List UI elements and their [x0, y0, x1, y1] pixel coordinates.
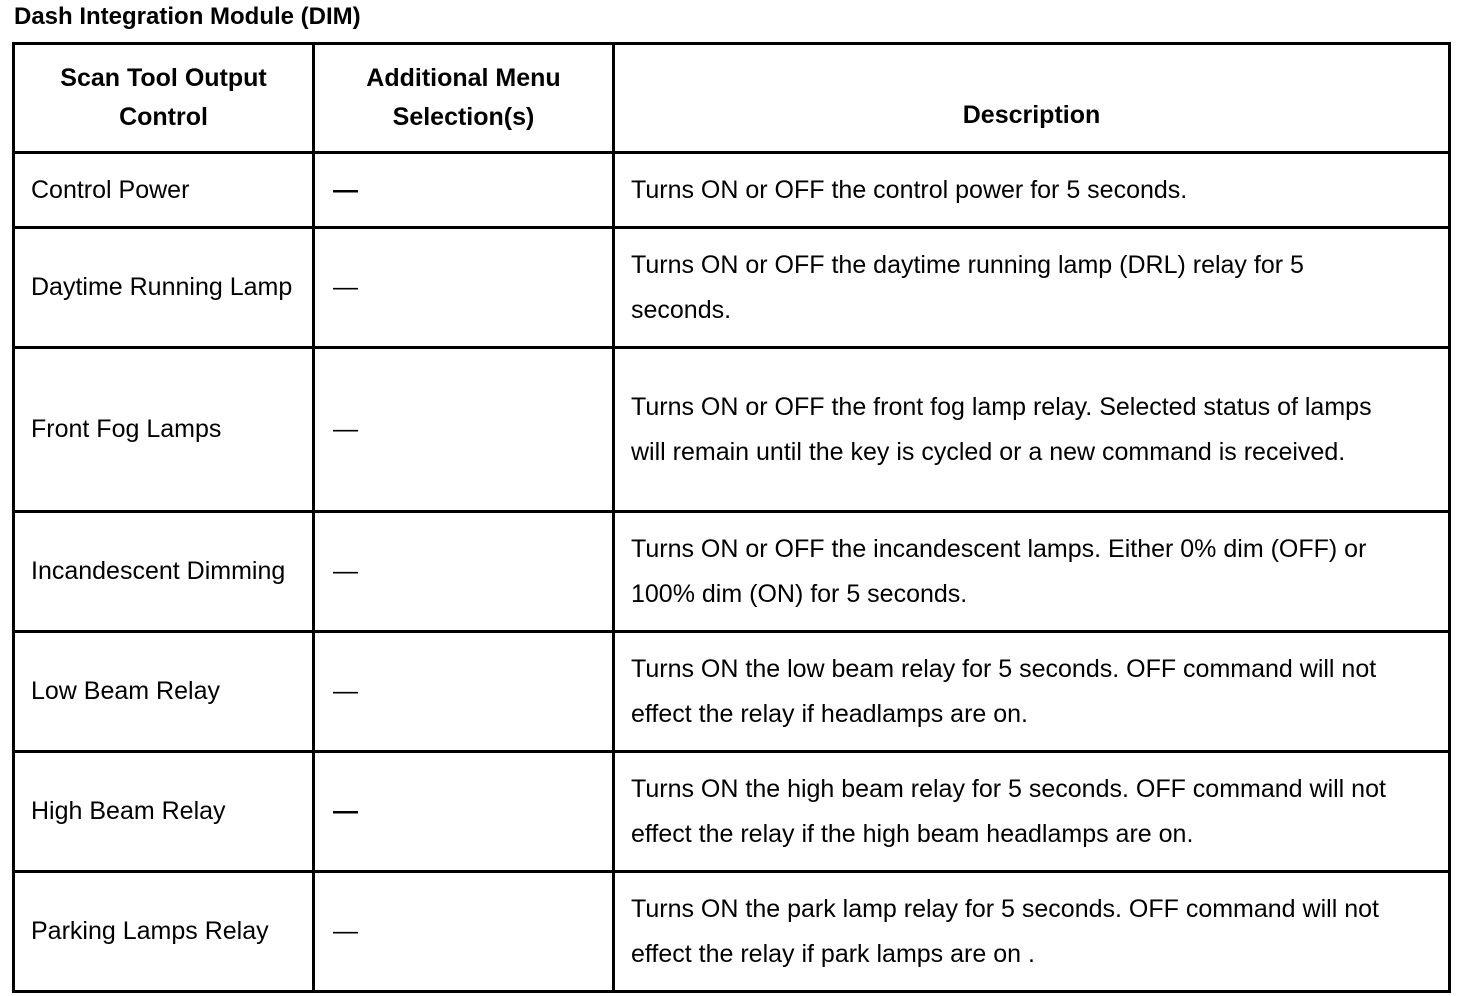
- selection-cell: [314, 228, 614, 348]
- dash-value: —: [333, 677, 358, 706]
- selection-cell: [314, 512, 614, 632]
- control-cell: Low Beam Relay: [14, 632, 314, 752]
- table-header-row: [14, 44, 1450, 153]
- description-cell: Turns ON or OFF the control power for 5 seconds.: [614, 153, 1450, 228]
- header-line: Scan Tool Output: [60, 64, 267, 92]
- output-control-table: [12, 42, 1451, 993]
- control-cell: Incandescent Dimming: [14, 512, 314, 632]
- table-row: [14, 872, 1450, 992]
- dash-value: —: [333, 917, 358, 946]
- header-additional-menu-selections: [314, 44, 614, 153]
- control-cell: Daytime Running Lamp: [14, 228, 314, 348]
- dash-value: —: [333, 273, 358, 302]
- table-row: [14, 348, 1450, 512]
- description-cell: Turns ON or OFF the daytime running lamp (DRL) relay for 5 seconds.: [614, 228, 1450, 348]
- description-cell: Turns ON the high beam relay for 5 seconds. OFF command will not effect the relay if the high beam headlamps are on.: [614, 752, 1450, 872]
- description-cell: Turns ON or OFF the front fog lamp relay. Selected status of lamps will remain until the key is cycled or a new command is received.: [614, 348, 1450, 512]
- header-line: Additional Menu: [366, 64, 561, 92]
- selection-cell: [314, 348, 614, 512]
- dash-value: —: [333, 175, 358, 204]
- description-cell: Turns ON the low beam relay for 5 seconds. OFF command will not effect the relay if headlamps are on.: [614, 632, 1450, 752]
- dash-value: —: [333, 415, 358, 444]
- control-cell: Parking Lamps Relay: [14, 872, 314, 992]
- description-cell: Turns ON the park lamp relay for 5 seconds. OFF command will not effect the relay if park lamps are on .: [614, 872, 1450, 992]
- header-line: Selection(s): [392, 103, 535, 131]
- document-title: Dash Integration Module (DIM): [14, 3, 361, 30]
- selection-cell: [314, 872, 614, 992]
- header-description: Description: [614, 44, 1450, 153]
- control-cell: High Beam Relay: [14, 752, 314, 872]
- dash-value: —: [333, 797, 358, 826]
- table-row: [14, 632, 1450, 752]
- control-cell: Front Fog Lamps: [14, 348, 314, 512]
- selection-cell: [314, 153, 614, 228]
- selection-cell: [314, 632, 614, 752]
- table-row: [14, 153, 1450, 228]
- table-row: [14, 512, 1450, 632]
- dash-value: —: [333, 557, 358, 586]
- table-row: [14, 228, 1450, 348]
- header-line: Control: [119, 103, 208, 131]
- control-cell: Control Power: [14, 153, 314, 228]
- description-cell: Turns ON or OFF the incandescent lamps. Either 0% dim (OFF) or 100% dim (ON) for 5 seconds.: [614, 512, 1450, 632]
- selection-cell: [314, 752, 614, 872]
- header-scan-tool-output-control: [14, 44, 314, 153]
- table-row: [14, 752, 1450, 872]
